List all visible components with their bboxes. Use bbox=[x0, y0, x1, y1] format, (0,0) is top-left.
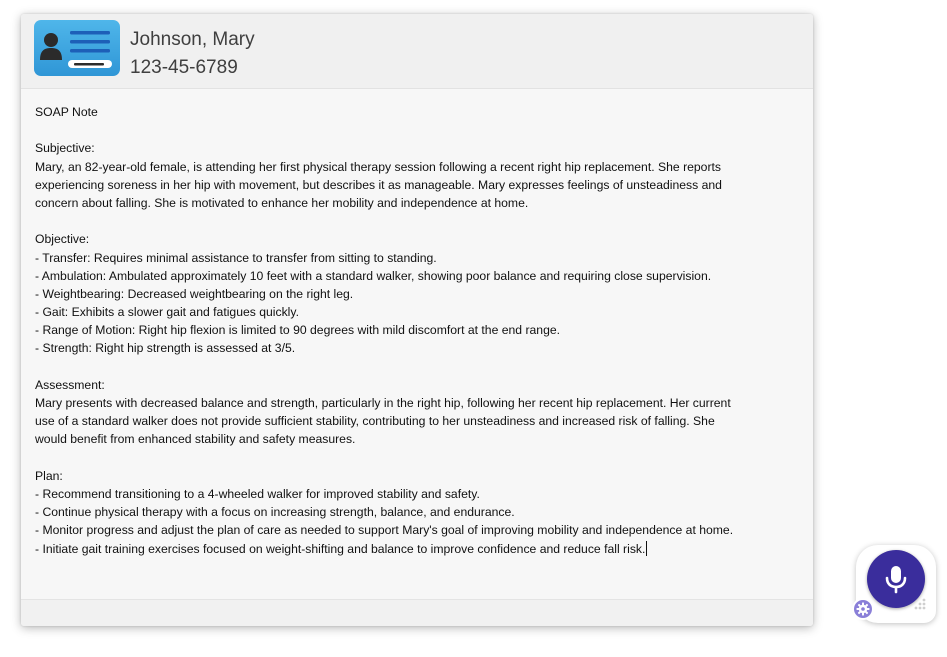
gear-icon bbox=[856, 602, 870, 616]
note-line: - Strength: Right hip strength is assessed at 3/5. bbox=[35, 341, 296, 356]
note-line: - Transfer: Requires minimal assistance to transfer from sitting to standing. bbox=[35, 250, 437, 265]
note-line: Mary presents with decreased balance and strength, particularly in the right hip, following her recent hip replacement. Her current bbox=[35, 396, 731, 410]
note-line: would benefit from enhanced stability and safety measures. bbox=[35, 432, 356, 447]
note-line: SOAP Note bbox=[35, 105, 98, 119]
note-line: - Range of Motion: Right hip flexion is limited to 90 degrees with mild discomfort at the end range. bbox=[35, 323, 561, 338]
patient-header bbox=[21, 14, 813, 89]
patient-card-icon bbox=[34, 20, 120, 76]
patient-name: Johnson, Mary bbox=[130, 29, 255, 50]
note-line bbox=[35, 121, 805, 139]
note-line bbox=[35, 358, 805, 376]
microphone-icon bbox=[883, 564, 909, 594]
note-line: - Initiate gait training exercises focused on weight-shifting and balance to improve confidence and reduce fall risk. bbox=[35, 541, 646, 556]
patient-id: 123-45-6789 bbox=[130, 57, 238, 78]
text-cursor bbox=[646, 541, 647, 556]
note-line: experiencing soreness in her hip with movement, but describes it as manageable. Mary expresses feelings of unsteadiness and bbox=[35, 177, 722, 192]
note-line bbox=[35, 449, 805, 467]
note-line: - Recommend transitioning to a 4-wheeled walker for improved stability and safety. bbox=[35, 486, 480, 501]
note-line: Assessment: bbox=[35, 377, 105, 392]
window-footer bbox=[21, 599, 813, 626]
note-line: Subjective: bbox=[35, 141, 95, 156]
note-line: - Gait: Exhibits a slower gait and fatigues quickly. bbox=[35, 305, 299, 320]
note-line: - Continue physical therapy with a focus on increasing strength, balance, and endurance. bbox=[35, 505, 515, 520]
note-line: use of a standard walker does not provide sufficient stability, contributing to her unsteadiness and increased risk of falling. She bbox=[35, 414, 715, 429]
resize-grip-icon[interactable] bbox=[912, 596, 928, 612]
note-line bbox=[35, 212, 805, 230]
note-line: Plan: bbox=[35, 468, 63, 483]
settings-button[interactable] bbox=[852, 598, 874, 620]
note-line: - Monitor progress and adjust the plan of care as needed to support Mary's goal of improving mobility and independence at home. bbox=[35, 523, 734, 538]
note-window bbox=[21, 14, 813, 626]
note-line: concern about falling. She is motivated to enhance her mobility and independence at home. bbox=[35, 195, 529, 210]
note-line: Mary, an 82-year-old female, is attending her first physical therapy session following a recent right hip replacement. She reports bbox=[35, 159, 721, 174]
soap-note-text-area[interactable] bbox=[35, 103, 805, 558]
note-line: - Weightbearing: Decreased weightbearing on the right leg. bbox=[35, 286, 354, 301]
note-line: Objective: bbox=[35, 232, 90, 247]
note-line: - Ambulation: Ambulated approximately 10 feet with a standard walker, showing poor balance and requiring close supervision. bbox=[35, 268, 712, 283]
